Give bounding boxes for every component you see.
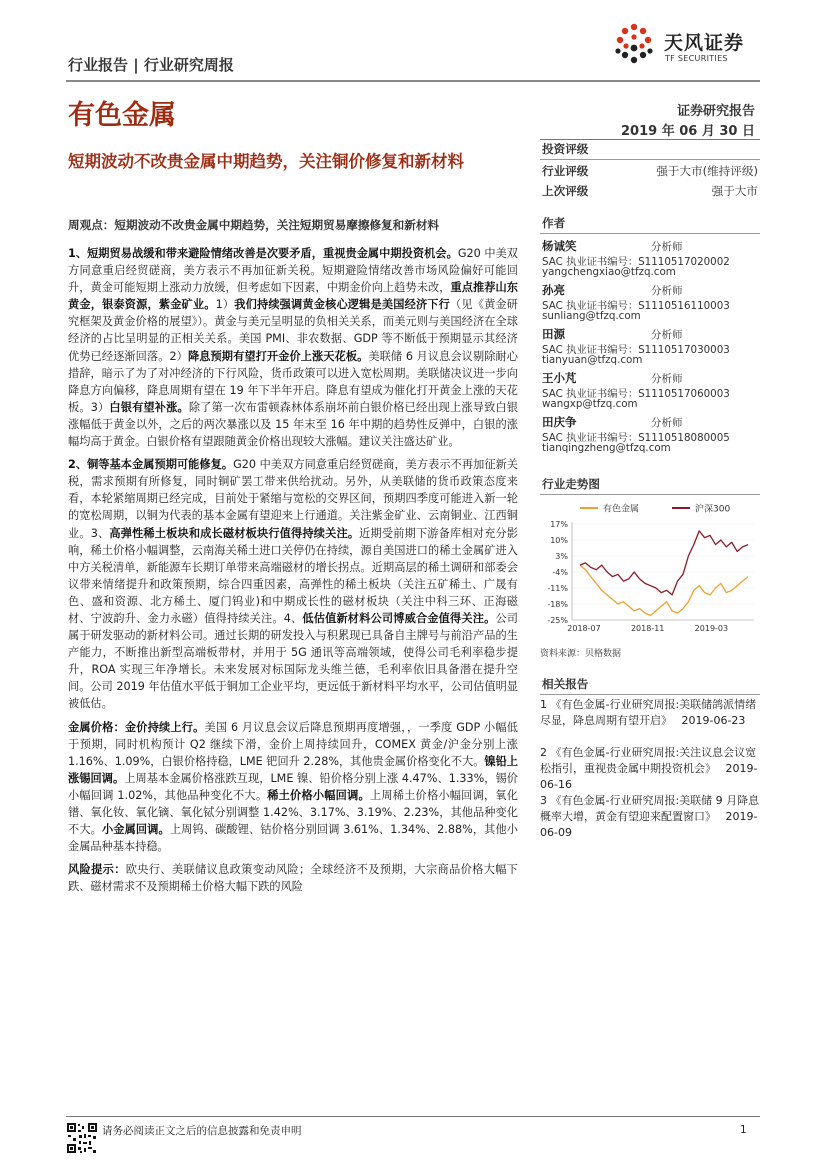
company-logo — [612, 22, 772, 70]
author-role: 分析师 — [651, 373, 683, 385]
p2-text-e: 公司属于研发驱动的新材料公司。通过长期的研发投入与积累现已具备自主牌号与前沿产品的生产能力，不断推出新型高端板带材，并用于 5G 通讯等高端领域，使得公司毛利率稳步提升，ROA 实现三年净增长。未来发展对标国际龙头维兰德，毛利率依旧具备潜在提升空间。公司 2019 年估值水平低于铜加工企业平均，更远低于新材料平均水平，公司估值明显被低估。 — [68, 611, 518, 711]
p1-text-c: 1） — [215, 298, 235, 312]
risk-text: 欧央行、美联储议息政策变动风险；全球经济不及预期，大宗商品价格大幅下跌、磁材需求不及预期稀土价格大幅下跌的风险 — [68, 863, 518, 894]
report-date: 2019 年 06 月 30 日 — [621, 124, 755, 139]
paragraph-metal-prices — [68, 719, 518, 856]
page-number: 1 — [740, 1124, 747, 1136]
legend-label: 有色金属 — [603, 504, 640, 515]
rating-section-label: 投资评级 — [542, 142, 589, 156]
logo-en-text: TF SECURITIES — [665, 54, 728, 63]
author-name: 田庆争 — [542, 415, 577, 429]
series-line-csi300 — [580, 531, 748, 595]
related-report-date: 2019-06-09 — [540, 810, 758, 839]
p2-text-d: 低估值新材料公司博威合金值得关注。 — [302, 611, 496, 625]
related-report-date: 2019-06-23 — [681, 714, 746, 727]
x-tick-label: 2019-03 — [694, 624, 729, 633]
related-report-title: 3 《有色金属-行业研究周报:美联储 9 月降息概率大增，黄金有望迎来配置窗口》 — [540, 794, 760, 823]
chart-divider — [540, 494, 760, 495]
related-report-date: 2019-06-16 — [540, 762, 758, 791]
related-report-item[interactable] — [540, 697, 760, 729]
p1-text-i: 除了第一次布雷顿森林体系崩坏前白银价格已经出现上涨导致白银涨幅低于黄金以外，之后的两次暴涨以及 15 年末至 16 年中期的趋势性反弹中，白银的涨幅均高于黄金。白银价格有望跟随黄金价格出现较大涨幅。建议关注盛达矿业。 — [68, 400, 518, 449]
author-email[interactable]: sunliang@tfzq.com — [542, 310, 641, 322]
p2-text-a: G20 中美双方同意重启经贸磋商，美方表示不再加征新关税，需求预期有所修复，同时铜矿罢工带来供给扰动。另外，从美联储的货币政策态度来看，本轮紧缩周期已经完成，目前处于紧缩与宽松的交界区间，预期四季度可能进入新一轮的宽松周期，以铜为代表的基本金属有望迎来上行通道。关注紫金矿业、云南铜业、江西铜业。3、 — [68, 458, 518, 540]
p1-text-a: G20 中美双方同意重启经贸磋商，美方表示不再加征新关税。短期避险情绪改善市场风险偏好可能回升，黄金可能短期上涨动力放缓，但考虑如下因素，中期金价向上趋势未改， — [68, 247, 518, 295]
footer-divider — [66, 1116, 760, 1117]
author-role: 分析师 — [651, 285, 683, 297]
p3-text-a: 美国 6 月议息会议后降息预期再度增强，，一季度 GDP 小幅低于预期，同时机构预计 Q2 继续下滑，金价上周持续回升，COMEX 黄金/沪金分别上涨 1.16%、1.09%，白银价格持稳，LME 钯回升 2.28%，其他贵金属价格变化不大。 — [68, 720, 518, 768]
related-report-title: 2 《有色金属-行业研究周报:关注议息会议宽松指引，重视贵金属中期投资机会》 — [540, 746, 757, 775]
industry-rating-label: 行业评级 — [542, 164, 589, 178]
author-sac: SAC 执业证书编号：S1110517060003 — [542, 388, 730, 400]
sector-title: 有色金属 — [68, 100, 176, 131]
logo-dots-icon — [612, 22, 660, 70]
body-text — [68, 217, 518, 901]
footer-disclaimer: 请务必阅读正文之后的信息披露和免责申明 — [102, 1125, 302, 1137]
header-divider — [66, 80, 760, 82]
p3-text-f: 小金属回调。 — [101, 823, 170, 837]
p1-text-e: （见《黄金研究框架及黄金价格的展望》）。黄金与美元呈明显的负相关关系，而美元则与美国经济在全球经济的占比呈明显的正相关关系。美国 PMI、非农数据、GDP 等不断低于预期显示其经济优势已经逐渐回落。2） — [68, 298, 518, 363]
author-sac: SAC 执业证书编号：S1110516110003 — [542, 300, 730, 312]
y-tick-label: -18% — [547, 600, 568, 609]
authors-section-label: 作者 — [542, 216, 566, 230]
author-role: 分析师 — [651, 329, 683, 341]
logo-cn-text: 天风证券 — [664, 32, 745, 54]
legend-label: 沪深300 — [695, 504, 731, 515]
date-divider — [540, 139, 760, 140]
y-tick-label: -25% — [547, 616, 568, 625]
author-email[interactable]: wangxp@tfzq.com — [542, 398, 638, 410]
p2-text-b: 高弹性稀土板块和成长磁材板块行值得持续关注。 — [109, 526, 360, 540]
author-sac: SAC 执业证书编号：S1110518080005 — [542, 432, 730, 444]
weekly-view: 周观点：短期波动不改贵金属中期趋势，关注短期贸易摩擦修复和新材料 — [68, 218, 440, 232]
y-tick-label: 17% — [550, 520, 568, 529]
author-sac: SAC 执业证书编号：S1110517020002 — [542, 256, 730, 268]
author-name: 杨诚笑 — [542, 239, 577, 253]
p2-text-c: 近期受前期下游备库相对充分影响，稀土价格小幅调整，云南海关稀土进口关停仍在持续，源自美国进口的稀土金属矿进入中方关税清单，新能源车长期订单带来高端磁材的增长拐点。近期高层的稀土调研和部委会议带来情绪提升和政策预期，综合四重因素，高弹性的稀土板块（关注五矿稀土、广晟有色、盛和资源、北方稀土、厦门钨业)和中期成长性的磁材板块（关注中科三环、正海磁材、宁波韵升、金力永磁）值得持续关注。4、 — [68, 526, 518, 625]
p3-text-g: 上周钨、碳酸锂、钴价格分别回调 3.61%、1.34%、2.88%，其他小金属品种基本持稳。 — [68, 823, 518, 854]
main-headline: 短期波动不改贵金属中期趋势，关注铜价修复和新材料 — [68, 152, 464, 171]
previous-rating-value: 强于大市 — [711, 184, 758, 198]
author-role: 分析师 — [651, 417, 683, 429]
authors-divider — [540, 233, 760, 234]
related-divider — [540, 694, 760, 695]
y-tick-label: 3% — [555, 552, 568, 561]
related-report-item[interactable] — [540, 793, 760, 841]
related-section-label: 相关报告 — [542, 677, 589, 691]
y-tick-label: -4% — [552, 568, 568, 577]
y-tick-label: -11% — [547, 584, 568, 593]
author-name: 王小芃 — [542, 371, 577, 385]
industry-rating-value: 强于大市(维持评级) — [656, 164, 758, 178]
p1-text-h: 白银有望补涨。 — [109, 400, 189, 414]
p1-text-b: 重点推荐山东黄金，银泰资源，紫金矿业。 — [68, 281, 518, 312]
p3-text-b: 镍铅上涨锡回调。 — [68, 754, 518, 785]
industry-trend-chart — [540, 498, 762, 638]
p1-text-f: 降息预期有望打开金价上涨天花板。 — [187, 349, 369, 363]
x-tick-label: 2018-07 — [567, 624, 601, 633]
related-report-item[interactable] — [540, 745, 760, 793]
series-line-nonferrous — [580, 565, 748, 615]
breadcrumb: 行业报告 | 行业研究周报 — [68, 56, 234, 74]
author-name: 孙亮 — [542, 283, 565, 297]
p2-heading: 2、铜等基本金属预期可能修复。 — [68, 458, 234, 472]
x-tick-label: 2018-11 — [630, 624, 665, 633]
author-name: 田源 — [542, 327, 565, 341]
risk-heading: 风险提示： — [68, 863, 126, 877]
author-role: 分析师 — [651, 241, 683, 253]
p1-heading: 1、短期贸易战缓和带来避险情绪改善是次要矛盾，重视贵金属中期投资机会。 — [68, 247, 458, 260]
p3-text-c: 上周基本金属价格涨跌互现，LME 镍、铅价格分别上涨 4.47%、1.33%，锡价小幅回调 1.02%，其他品种变化不大。 — [68, 771, 518, 802]
rating-divider — [540, 159, 760, 160]
author-email[interactable]: tianqingzheng@tfzq.com — [542, 442, 671, 454]
previous-rating-label: 上次评级 — [542, 184, 589, 198]
p3-heading: 金属价格：金价持续上行。 — [68, 720, 205, 734]
paragraph-risk — [68, 861, 518, 895]
paragraph-base-metals — [68, 456, 518, 712]
author-sac: SAC 执业证书编号：S1110517030003 — [542, 344, 730, 356]
chart-section-label: 行业走势图 — [542, 477, 600, 491]
paragraph-precious-metals — [68, 245, 518, 450]
report-type: 证券研究报告 — [676, 104, 755, 119]
chart-source: 资料来源：贝格数据 — [540, 649, 622, 659]
p1-text-d: 我们持续强调黄金核心逻辑是美国经济下行 — [234, 298, 451, 312]
qr-code-icon — [66, 1122, 98, 1154]
author-email[interactable]: yangchengxiao@tfzq.com — [542, 266, 676, 278]
p1-text-g: 美联储 6 月议息会议剔除耐心措辞，暗示了为了对冲经济的下行风险，货币政策可以进入宽松周期。美联储决议进一步向降息方向偏移，降息周期有望在 19 年下半年开启。降息有望成为催化打开黄金上涨的天花板。3） — [68, 349, 518, 414]
p3-text-e: 上周稀土价格小幅回调，氧化镨、氧化钕、氧化镝、氧化铽分别调整 1.42%、3.17%、3.19%、2.23%，其他品种变化不大。 — [68, 788, 518, 837]
author-email[interactable]: tianyuan@tfzq.com — [542, 354, 643, 366]
y-tick-label: 10% — [550, 536, 568, 545]
related-report-title: 1 《有色金属-行业研究周报:美联储鸽派情绪尽显，降息周期有望开启》 — [540, 698, 757, 727]
p3-text-d: 稀土价格小幅回调。 — [267, 788, 370, 802]
